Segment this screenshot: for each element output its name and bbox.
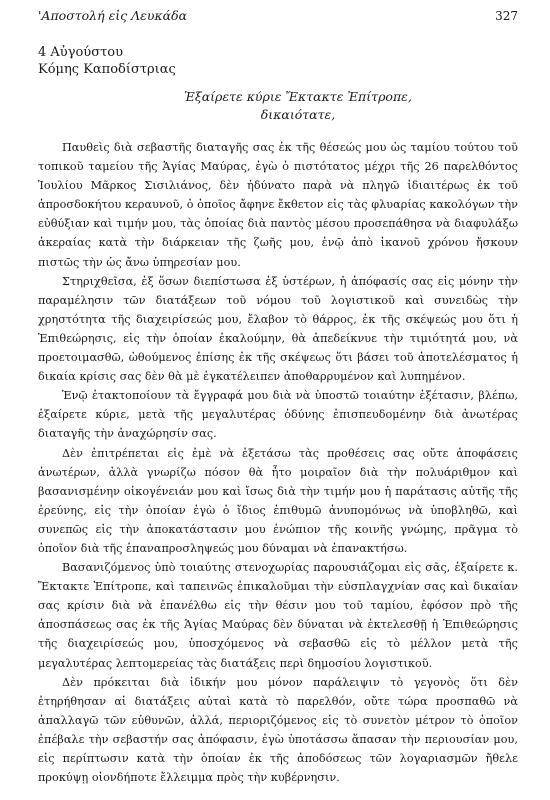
letter-addressee: Κόμης Καποδίστριας xyxy=(38,62,176,77)
letter-body xyxy=(38,138,518,787)
paragraph-5: Βασανιζόμενος ὑπὸ τοιαύτης στενοχωρίας παρουσιάζομαι εἰς σᾶς, ἐξαίρετε κ. Ἔκτακτε Ἐπίτροπε, καὶ ταπεινῶς ἐπικαλοῦμαι τὴν εὐσπλαγχνίαν σας καὶ δικαίαν σας κρίσιν διὰ νὰ ἐπανέλθω εἰς τὴν θέσιν μου τοῦ ταμίου, ἐφόσον πρὸ τῆς ἀποσπάσεως σας ἐκ τῆς Ἁγίας Μαύρας δὲν δύναται νὰ ἐκτελεσθῇ ἡ Ἐπιθεώρησις τῆς διαχειρίσεώς μου, ὑποσχόμενος νὰ σεβασθῶ εἰς τὸ μέλλον μετὰ τῆς μεγαλυτέρας λεπτομερείας τὰς διατάξεις περὶ δημοσίου λογιστικοῦ. xyxy=(38,561,518,670)
paragraph-1: Παυθεὶς διὰ σεβαστῆς διαταγῆς σας ἐκ τῆς θέσεώς μου ὡς ταμίου τούτου τοῦ τοπικοῦ ταμείου τῆς Ἁγίας Μαύρας, ἐγὼ ὁ πιστότατος μέχρι τῆς 26 παρελθόντος Ἰουλίου Μᾶρκος Σισιλιάνος, δὲν ἠδύνατο παρὰ νὰ πληγῶ ἰδιαιτέρως ἐκ τοῦ ἀπροσδοκήτου κεραυνοῦ, ὁ ὁποῖος ἄφηνε ἔκθετον εἰς τὰς φλυαρίας κακολόγων τὴν εὐθύξιαν καὶ τιμήν μου, τὰς ὁποίας διὰ παντὸς μέσου προσεπάθησα νὰ διαφυλάξω ἀκεραίας κατὰ τὴν διάρκειαν τῆς ζωῆς μου, ἐνῷ ἀπὸ ἱκανοῦ χρόνου ἤσκουν πιστῶς τὴν ὡς ἄνω ὑπηρεσίαν μου. xyxy=(38,141,518,269)
letter-salutation xyxy=(38,88,518,124)
paragraph-3: Ἐνῷ ἐτακτοποίουν τὰ ἔγγραφά μου διὰ νὰ ὑποστῶ τοιαύτην ἐξέτασιν, βλέπω, ἐξαίρετε κύριε, μετὰ τῆς μεγαλυτέρας ὀδύνης ἐπισπευδομένην διὰ ἀνωτέρας διαταγῆς τὴν ἀναχώρησίν σας. xyxy=(38,389,518,441)
running-head xyxy=(38,8,518,30)
document-page xyxy=(38,8,518,787)
running-head-title: 'Αποστολή εἰς Λευκάδα xyxy=(38,8,188,23)
salutation-line-1: Ἐξαίρετε κύριε Ἔκτακτε Ἐπίτροπε, xyxy=(184,89,412,104)
salutation-line-2: δικαιότατε, xyxy=(260,107,336,122)
letter-date: 4 Αὐγούστου xyxy=(38,45,123,60)
page-number: 327 xyxy=(495,9,518,23)
paragraph-6: Δὲν πρόκειται διὰ ἰδικήν μου μόνον παράλειψιν τὸ γεγονὸς ὅτι δὲν ἐτηρήθησαν αἱ διατάξεις αὐταὶ κατὰ τὸ παρελθόν, οὔτε τώρα προσπαθῶ νὰ ἀπαλλαγῶ τῶν εὐθυνῶν, ἀλλά, περιοριζόμενος εἰς τὸ συνετὸν μέτρον τὸ ὁποῖον ἐπέβαλε τὴν σεβαστήν σας ἀπόφασιν, ἐγὼ ὑποτάσσω ἅπασαν τὴν περιουσίαν μου, εἰς περίπτωσιν κατὰ τὴν ὁποίαν ἐκ τῆς ἀποδόσεως τῶν λογαριασμῶν ἤθελε προκύψῃ οἱονδήποτε ἔλλειμμα πρὸς τὴν κυβέρνησιν. xyxy=(38,675,518,785)
paragraph-2: Στηριχθεῖσα, ἐξ ὅσων διεπίστωσα ἐξ ὑστέρων, ἡ ἀπόφασίς σας εἰς μόνην τὴν παραμέλησιν τῶν διατάξεων τοῦ νόμου τοῦ λογιστικοῦ καὶ συνειδὼς τὴν χρηστότητα τῆς διαχειρίσεώς μου, ἔλαβον τὸ θάρρος, ἐκ τῆς σκέψεώς μου ὅτι ἡ Ἐπιθεώρησις, εἰς τὴν ὁποίαν ἐκαλούμην, θὰ ἀπεδείκνυε τὴν τιμιότητά μου, νὰ προετοιμασθῶ, ὠθούμενος ἐπίσης ἐκ τῆς σκέψεως ὅτι βάσει τοῦ ἀποτελέσματος ἡ δικαία κρίσις σας δὲν θὰ μὲ ἐγκατέλειπεν ἀποθαρρυμένον καὶ λυπημένον. xyxy=(38,274,518,384)
paragraph-4: Δὲν ἐπιτρέπεται εἰς ἐμὲ νὰ ἐξετάσω τὰς προθέσεις σας οὔτε ἀποφάσεις ἀνωτέρων, ἀλλὰ γνωρίζω πόσον θὰ ἦτο μοιραῖον διὰ τὴν πολυάριθμον καὶ βασανισμένην οἰκογένειάν μου καὶ ἴσως διὰ τὴν τιμήν μου ἡ παράτασις αὐτῆς τῆς ἐρεύνης, εἰς τὴν ὁποίαν ἐγὼ ὁ ἴδιος ἐπιθυμῶ ἀνυπομόνως νὰ ὑποβληθῶ, καὶ συνεπῶς εἰς τὴν ἀποκατάστασιν μου ἐνώπιον τῆς κοινῆς γνώμης, πρᾶγμα τὸ ὁποῖον διὰ τῆς ἐπαναπροσληψεώς μου δύναμαι νὰ ἐπανακτήσω. xyxy=(38,446,518,555)
